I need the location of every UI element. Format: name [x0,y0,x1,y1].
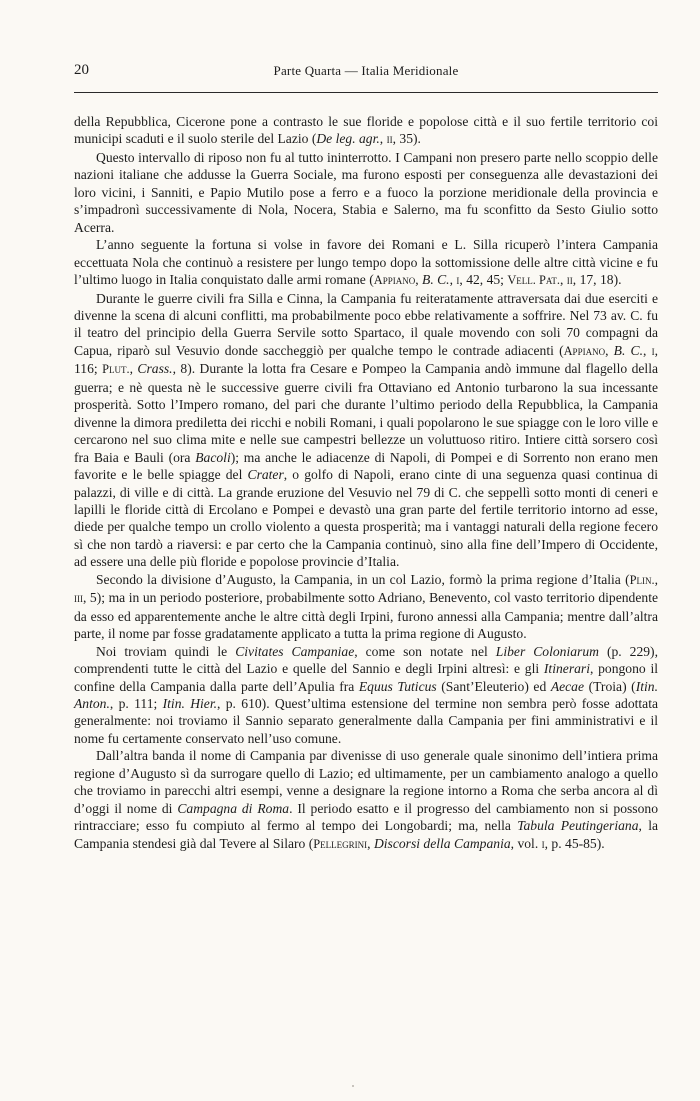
paragraph [74,643,658,748]
text-run: Noi troviam quindi le [96,643,236,659]
italic-text: Campagna di Roma [177,800,290,816]
small-caps-text: Plut. [102,362,130,377]
text-run: , p. 45-85). [544,835,605,851]
text-run: (Troia) ( [584,678,636,694]
text-run: , 17, 18). [572,272,622,288]
header-rule [74,92,658,93]
page-number: 20 [74,62,89,78]
italic-text: Itin. Hier. [162,695,218,711]
text-run: , [129,361,138,377]
italic-text: Bacoli [195,449,231,465]
paragraph [74,113,658,149]
text-run: , [643,342,652,358]
text-run: , p. 610). Quest’ultima estensione del termine non sembra però fosse adottata generalmente: noi troviamo il Sannio separato generalmente dalla Campania per fini amministrativi e il nome fu certamente conservato nell’uso comune. [74,695,659,746]
text-run: , pongono il confine della Campania dalla parte dell’Apulia fra [74,661,658,694]
text-run: , p. 111; [109,695,163,711]
small-caps-text: i [541,836,545,851]
small-caps-text: i [651,343,655,358]
text-run: , [559,272,567,288]
text-run: della Repubblica, Cicerone pone a contrasto le sue floride e popolose città e il suo fertile territorio coi municipi scaduti e il suolo sterile del Lazio ( [74,114,658,147]
text-run: , 8). Durante la lotta fra Cesare e Pompeo la Campania andò immune dal flagello della guerra; e nè questa nè le successive guerre civili fra Ottaviano ed Antonio turbarono la sua incessante prosperità. Sotto l’Impero romano, del pari che durante l’ultimo periodo della Repubblica, la Campania divenne la dimora prediletta dei ricchi e nobili Romani, i quali popolarono le sue spiagge con le loro ville e cercarono nel suo clima mite e nelle sue campestri bellezze un voluttuoso ritiro. Intiere città sorsero così fra Baia e Bauli (ora [74,361,658,465]
italic-text: Civitates Campaniae [235,643,355,659]
small-caps-text: Pellegrini [313,836,368,851]
text-run: , [379,131,387,147]
text-run: Questo intervallo di riposo non fu al tutto ininterrotto. I Campani non presero parte nello scoppio delle nazioni italiane che addusse la Guerra Sociale, ma furono esposti per conseguenza alle devastazioni dei loro vicini, i Sanniti, e Papio Mutilo pose a ferro e a fuoco la porzione meridionale della provincia e s’impadronì successivamente di Nola, Nocera, Stabia e Salerno, ma fu sconfitto da Sesto Giulio sotto Acerra. [74,149,658,235]
italic-text: Crass. [137,361,173,377]
italic-text: Aecae [550,678,585,694]
small-caps-text: Plin. [629,572,655,587]
text-run: Dall’altra banda il nome di Campania par divenisse di uso generale quale sinonimo dell’intiera prima regione d’Augusto sì da surrogare quello di Lazio; ed ultimamente, per un cambiamento analogo a quello che troviamo in parecchi altri esempi, venne a designare la regione intorno a Roma che serba ancora al dì d’oggi il nome di [74,748,658,816]
page-header [74,62,658,84]
italic-text: Tabula Peutingeriana [517,818,639,834]
italic-text: B. C. [422,272,450,288]
small-caps-text: ii [386,132,393,147]
text-run: , [654,571,658,587]
italic-text: Liber Coloniarum [495,643,599,659]
paragraph [74,149,658,236]
running-title: Parte Quarta — Italia Meridionale [273,63,459,78]
text-run: , [415,272,423,288]
text-run: (Sant’Eleuterio) ed [436,678,551,694]
text-run: . Il periodo esatto e il progresso del cambiamento non si possono rintracciare; esso fu compiuto al fermo al tempo dei Longobardi; ma, nella [74,800,658,834]
italic-text: Discorsi della Campania [373,835,511,851]
text-run: , la Campania stendesi già dal Tevere al Silaro ( [74,818,659,851]
text-run: , [367,835,374,851]
italic-text: B. C. [613,342,644,358]
text-run: , 116; [74,342,659,377]
text-run: , 42, 45; [459,272,508,288]
small-caps-text: Appiano [373,273,416,288]
small-caps-text: i [456,273,460,288]
small-caps-text: iii [74,591,83,606]
text-run: L’anno seguente la fortuna si volse in favore dei Romani e L. Silla ricuperò l’intera Campania eccettuata Nola che continuò a resistere per lungo tempo dopo la sottomissione delle altre città vicine e fu l’ultimo luogo in Italia conquistato dalle armi romane ( [74,237,658,288]
paragraph [74,571,658,643]
text-run: , 5); ma in un periodo posteriore, probabilmente sotto Adriano, Benevento, col vasto territorio dipendente da esso ed apparentemente anche le altre città degli Irpini, furono annessi alla Campania; mentre dall’altra parte, il nome par fosse gradatamente applicato a tutta la prima regione di Augusto. [74,590,658,642]
small-caps-text: Vell. Pat. [507,273,560,288]
italic-text: Crater [247,467,284,483]
paragraph [74,236,658,289]
text-run: Secondo la divisione d’Augusto, la Campania, in un col Lazio, formò la prima regione d’Italia ( [96,571,630,587]
text-run: (p. 229), comprendenti tutte le città del Lazio e quelle del Sannio e degli Irpini altresì: e gli [74,643,658,677]
speck-mark [352,1085,354,1087]
text-run: , [449,272,457,288]
italic-text: De leg. agr. [316,131,380,147]
text-run: , vol. [510,835,542,851]
paragraph [74,290,658,571]
italic-text: Itinerari [543,661,590,677]
body-text [74,113,658,853]
text-run: , o golfo di Napoli, erano cinte di una seguenza quasi continua di palazzi, di ville e di città. La grande eruzione del Vesuvio nel 79 di C. che seppellì sotto monti di ceneri e lapilli le floride città di Ercolano e Pompei e devastò una gran parte del fertile territorio intorno ad esse, diede per qualche tempo un crollo violento a questa prosperità; ma i vantaggi naturali della regione fecero sì che non tardò a riaversi: e par certo che la Campania continuò, sino alla fine dell’Impero di Occidente, ad essere una delle più floride e popolose provincie d’Italia. [74,467,658,570]
text-run: , [605,342,614,358]
small-caps-text: Appiano [563,343,606,358]
text-run: Durante le guerre civili fra Silla e Cinna, la Campania fu reiteratamente attraversata dai due eserciti e divenne la scena di alcuni conflitti, ma probabilmente poco ebbe relativamente a soffrire. Nel 73 av. C. fu il teatro del principio della Guerra Servile sotto Spartaco, il quale movendo con soli 70 compagni da Capua, riparò sul Vesuvio donde saccheggiò per qualche tempo le contrade adiacenti ( [74,290,658,358]
small-caps-text: ii [566,273,573,288]
text-run: ); ma anche le adiacenze di Napoli, di Pompei e di Sorrento non erano men favorite e le belle spiagge del [74,449,659,483]
italic-text: Equus Tuticus [358,678,437,694]
italic-text: Itin. Anton. [74,678,658,711]
text-run: , 35). [392,131,421,147]
paragraph [74,747,658,853]
text-run: , come son notate nel [354,643,496,659]
